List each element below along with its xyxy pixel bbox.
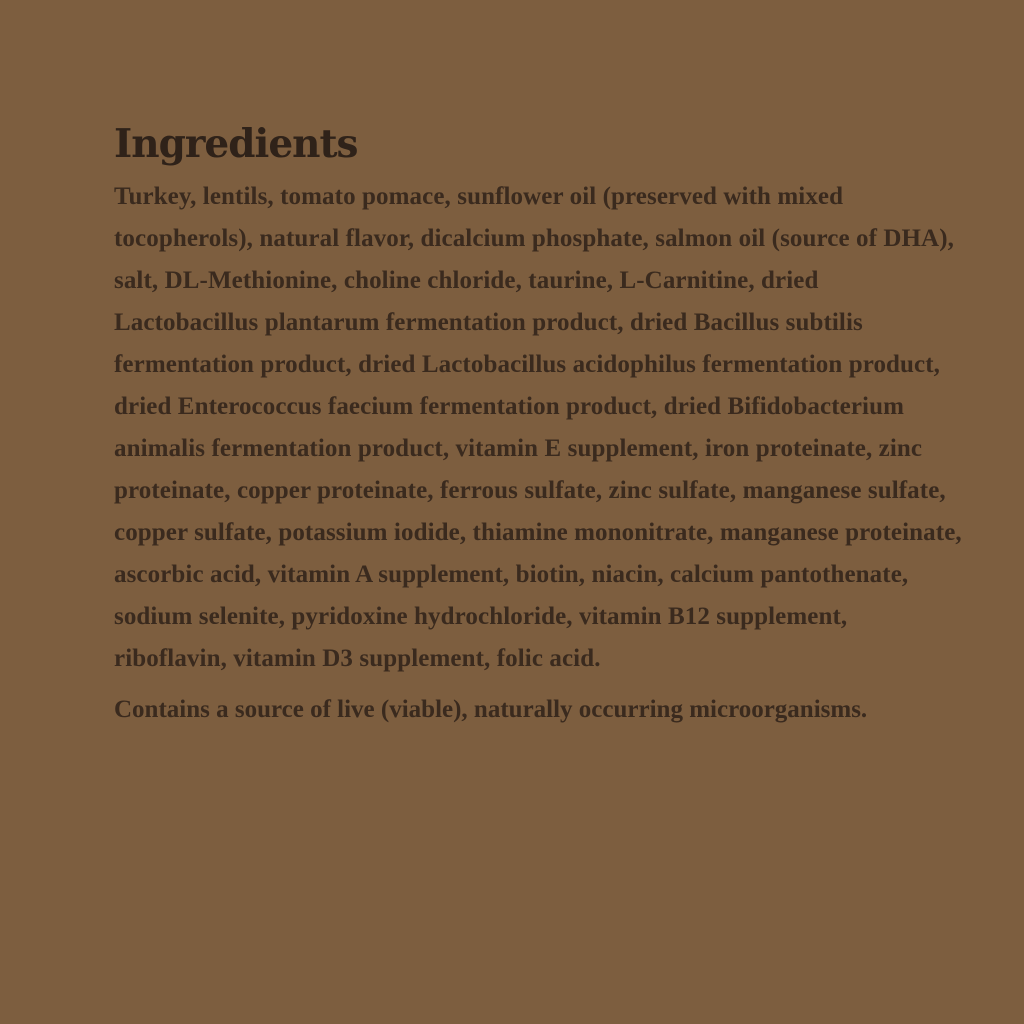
ingredients-list: Turkey, lentils, tomato pomace, sunflower oil (preserved with mixed tocopherols), natural flavor, dicalcium phosphate, salmon oil (source of DHA), salt, DL-Methionine, choline chloride, taurine, L-Carnitine, dried Lactobacillus plantarum fermentation product, dried Bacillus subtilis fermentation product, dried Lactobacillus acidophilus fermentation product, dried Enterococcus faecium fermentation product, dried Bifidobacterium animalis fermentation product, vitamin E supplement, iron proteinate, zinc proteinate, copper proteinate, ferrous sulfate, zinc sulfate, manganese sulfate, copper sulfate, potassium iodide, thiamine mononitrate, manganese proteinate, ascorbic acid, vitamin A supplement, biotin, niacin, calcium pantothenate, sodium selenite, pyridoxine hydrochloride, vitamin B12 supplement, riboflavin, vitamin D3 supplement, folic acid. [114, 183, 962, 672]
ingredients-panel [114, 118, 964, 726]
probiotic-note: Contains a source of live (viable), naturally occurring microorganisms. [114, 696, 868, 723]
ingredients-heading: Ingredients [114, 121, 358, 167]
